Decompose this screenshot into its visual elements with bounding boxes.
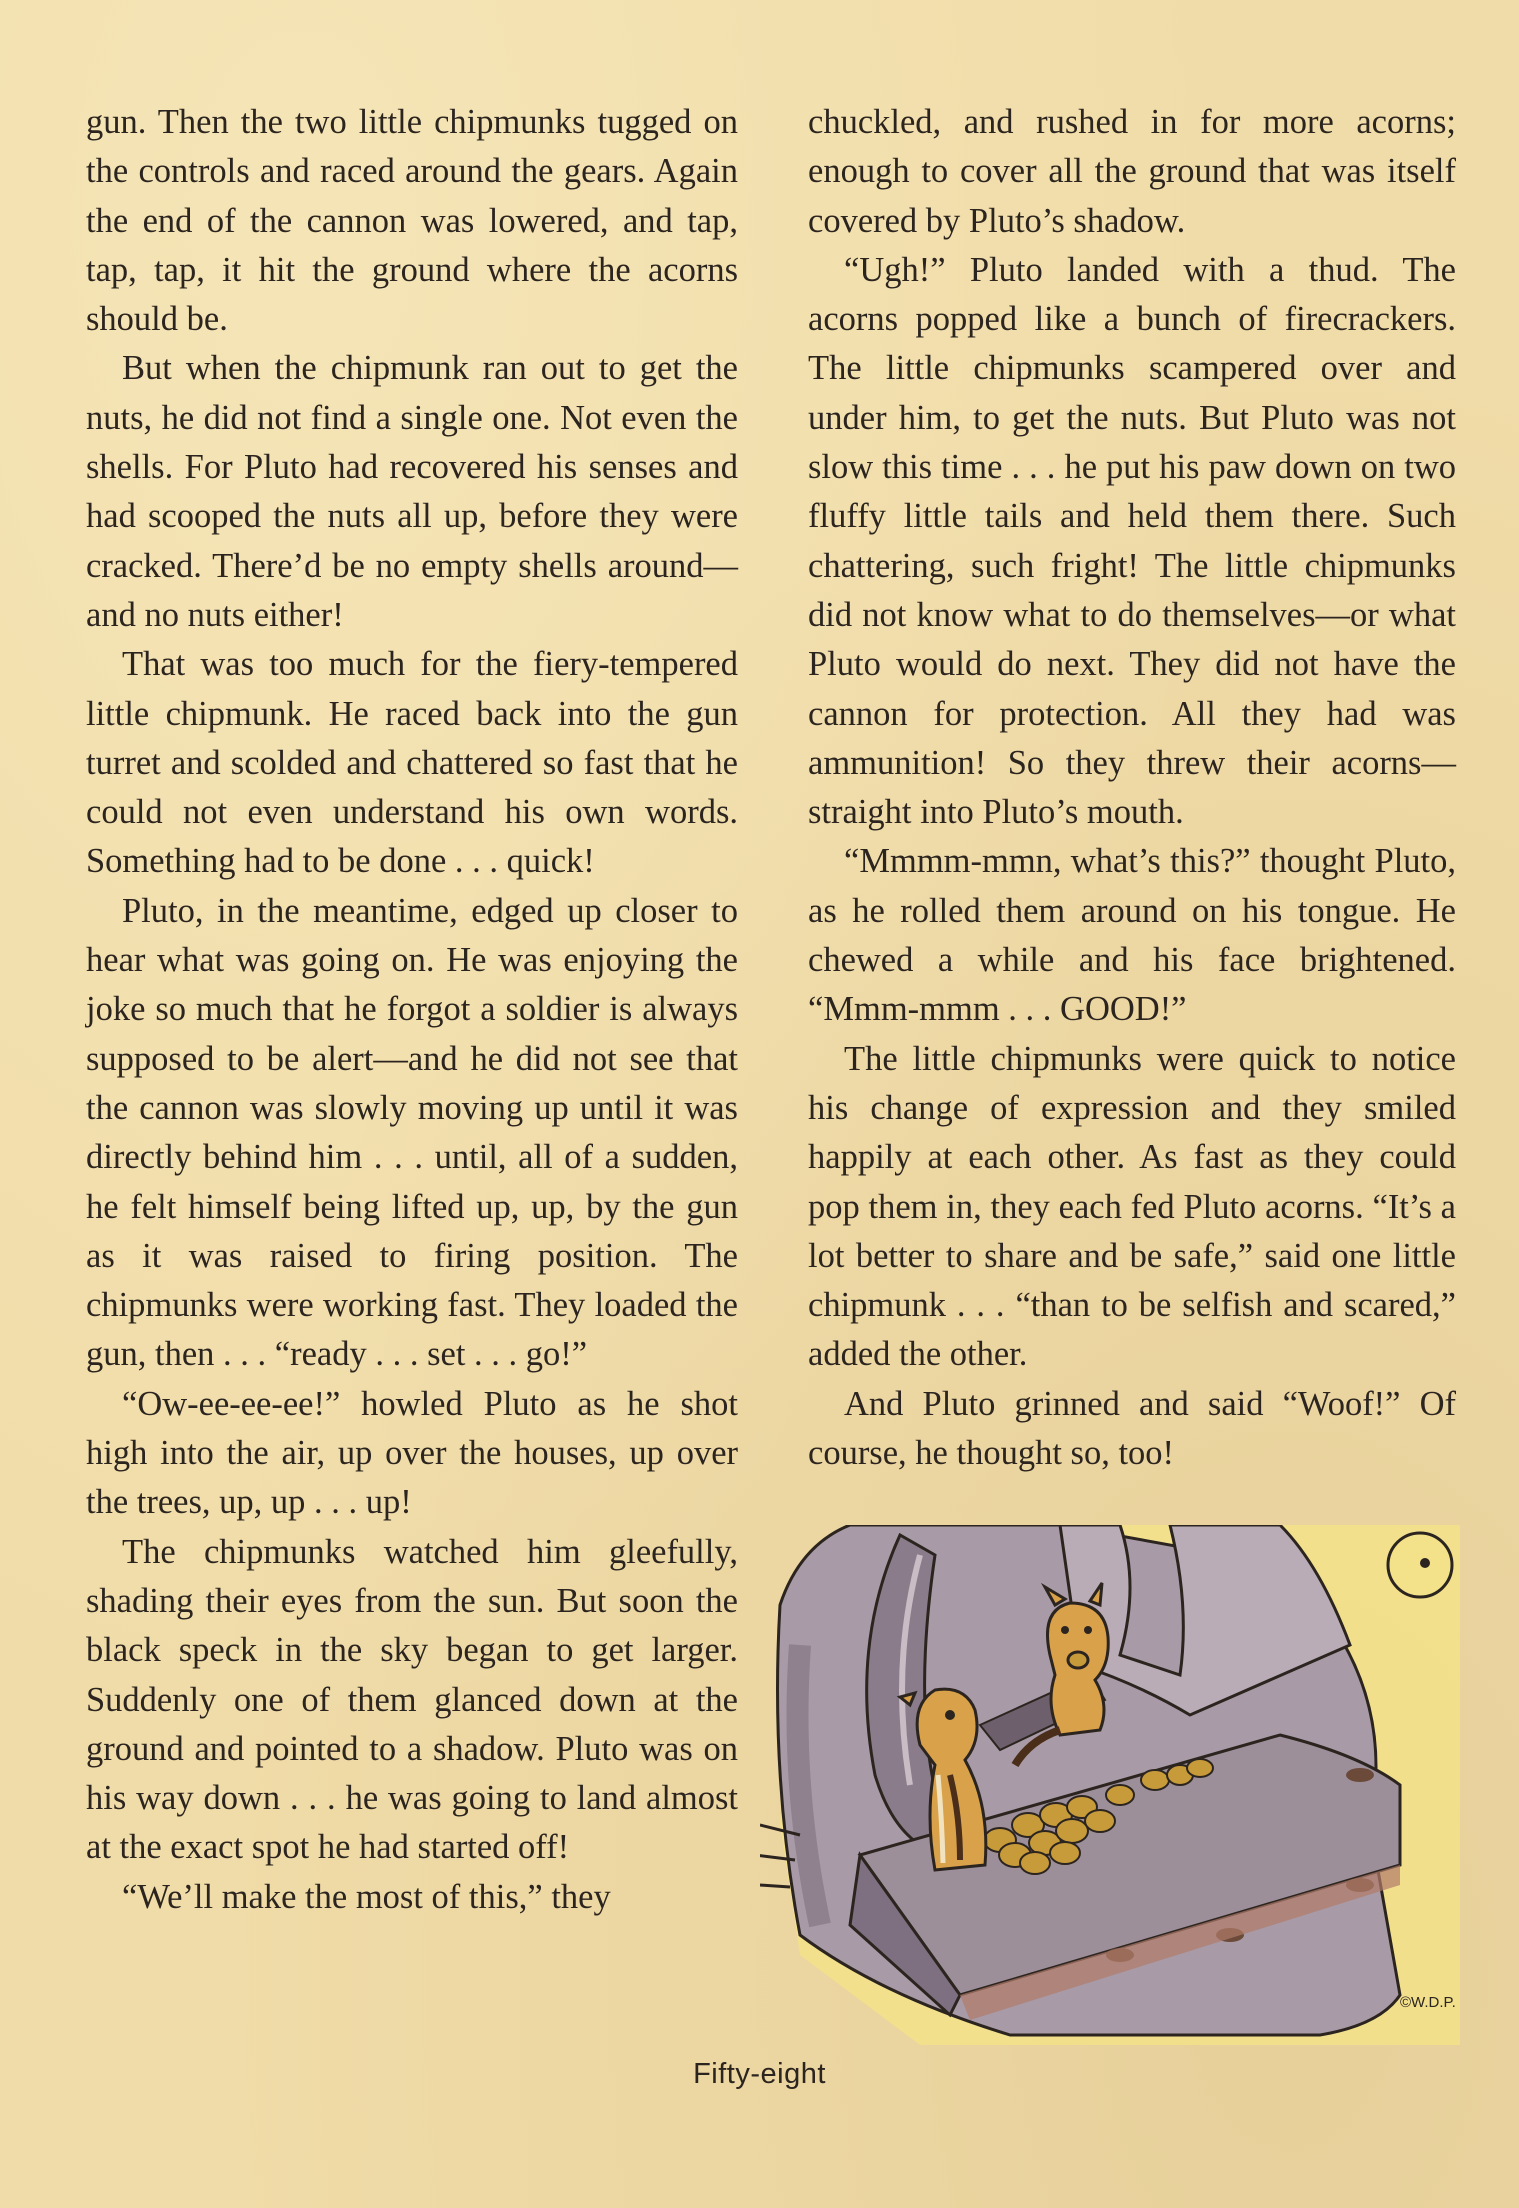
- paragraph: And Pluto grinned and said “Woof!” Of course, he thought so, too!: [808, 1384, 1456, 1473]
- paragraph: chuckled, and rushed in for more acorns; enough to cover all the ground that was itself covered by Pluto’s shadow.: [808, 103, 1456, 240]
- plate-hole: [1346, 1768, 1374, 1782]
- paragraph: But when the chipmunk ran out to get the nuts, he did not find a single one. Not even the shells. For Pluto had recovered his senses and had scooped the nuts all up, before they were cracked. There’d be no empty shells around—and no nuts either!: [86, 349, 738, 634]
- illustration-drawing: [760, 1525, 1460, 2045]
- paragraph: “We’ll make the most of this,” they: [122, 1877, 611, 1916]
- paragraph: That was too much for the fiery-tempered little chipmunk. He raced back into the gun turret and scolded and chattered so fast that he could not even understand his own words. Something had to be done . . . quick!: [86, 645, 738, 881]
- paragraph: The chipmunks watched him gleefully, shading their eyes from the sun. But soon the black speck in the sky began to get larger. Suddenly one of them glanced down at the ground and pointed to a shadow. Pluto was on his way down . . . he was going to land almost at the exact spot he had started off!: [86, 1532, 738, 1867]
- dial-dot: [1420, 1558, 1430, 1568]
- paragraph: gun. Then the two little chipmunks tugged on the controls and raced around the gears. Again the end of the cannon was lowered, and tap, tap, tap, it hit the ground where the acorns should be.: [86, 103, 738, 339]
- paragraph: “Mmmm-mmn, what’s this?” thought Pluto, as he rolled them around on his tongue. He chewed a while and his face brightened. “Mmm-mmm . . . GOOD!”: [808, 842, 1456, 1029]
- chipmunks-cannon-illustration: [760, 1525, 1460, 2045]
- text-column-left: [86, 98, 738, 1922]
- page-number: Fifty-eight: [693, 2058, 826, 2090]
- paragraph: The little chipmunks were quick to notice his change of expression and they smiled happily at each other. As fast as they could pop them in, they each fed Pluto acorns. “It’s a lot better to share and be safe,” said one little chipmunk . . . “than to be selfish and scared,” added the other.: [808, 1039, 1456, 1374]
- dial: [1388, 1533, 1452, 1597]
- text-column-right: [808, 98, 1456, 1478]
- paragraph: Pluto, in the meantime, edged up closer to hear what was going on. He was enjoying the joke so much that he forgot a soldier is always supposed to be alert—and he did not see that the cannon was slowly moving up until it was directly behind him . . . until, all of a sudden, he felt himself being lifted up, up, by the gun as it was raised to firing position. The chipmunks were working fast. They loaded the gun, then . . . “ready . . . set . . . go!”: [86, 891, 738, 1374]
- paragraph: “Ow-ee-ee-ee!” howled Pluto as he shot high into the air, up over the houses, up over the trees, up, up . . . up!: [86, 1384, 738, 1522]
- copyright-credit: ©W.D.P.: [1400, 1994, 1456, 2011]
- paragraph: “Ugh!” Pluto landed with a thud. The acorns popped like a bunch of firecrackers. The little chipmunks scampered over and under him, to get the nuts. But Pluto was not slow this time . . . he put his paw down on two fluffy little tails and held them there. Such chattering, such fright! The little chipmunks did not know what to do themselves—or what Pluto would do next. They did not have the cannon for protection. All they had was ammunition! So they threw their acorns—straight into Pluto’s mouth.: [808, 250, 1456, 832]
